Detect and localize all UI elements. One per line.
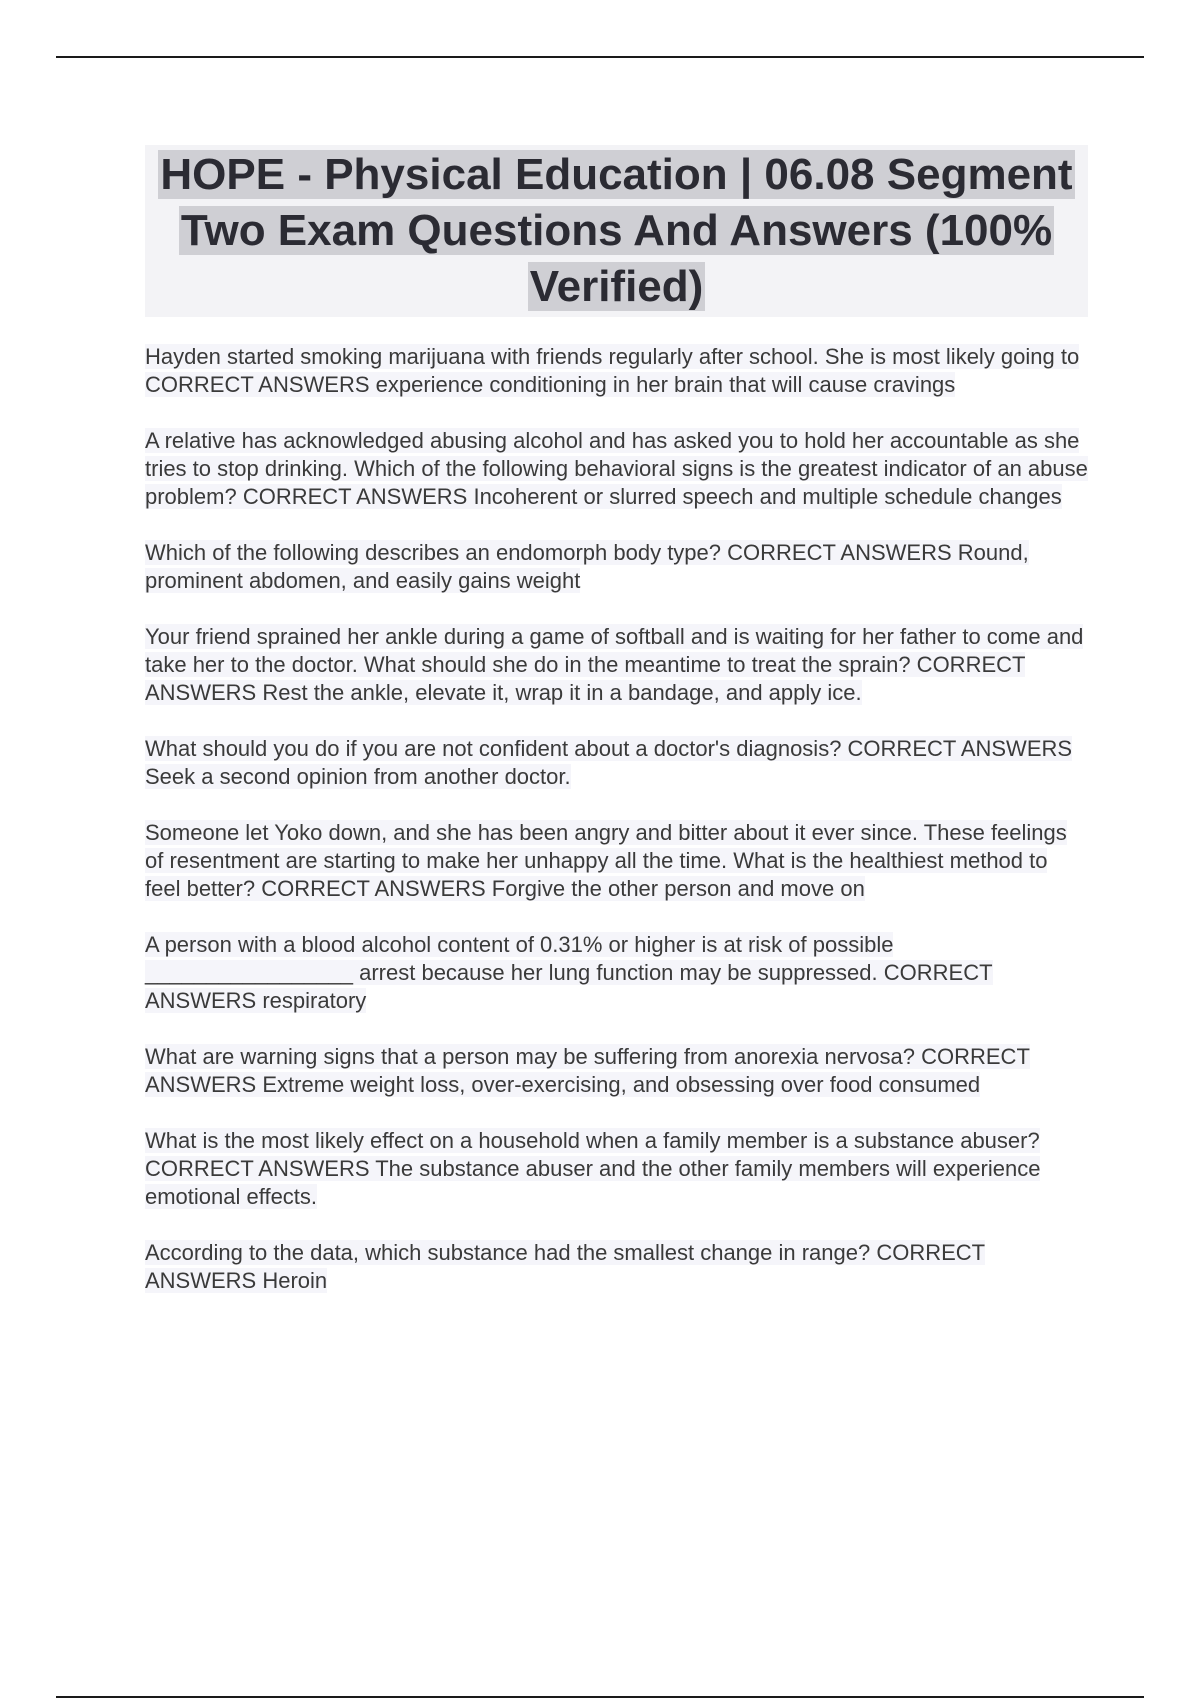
document-title-text: HOPE - Physical Education | 06.08 Segment Two Exam Questions And Answers (100% Verified) <box>160 150 1073 311</box>
qa-item <box>145 1043 1088 1099</box>
qa-text: Hayden started smoking marijuana with friends regularly after school. She is most likely going to CORRECT ANSWERS experience conditioning in her brain that will cause cravings <box>145 344 1080 397</box>
qa-text: According to the data, which substance had the smallest change in range? CORRECT ANSWERS Heroin <box>145 1240 986 1293</box>
qa-item <box>145 819 1088 903</box>
qa-item <box>145 1127 1088 1211</box>
qa-text: What is the most likely effect on a household when a family member is a substance abuser? CORRECT ANSWERS The substance abuser and the other family members will experience emotional effects. <box>145 1128 1041 1209</box>
bottom-rule <box>56 1696 1144 1698</box>
top-rule <box>56 56 1144 58</box>
qa-item <box>145 427 1088 511</box>
qa-text: A relative has acknowledged abusing alcohol and has asked you to hold her accountable as she tries to stop drinking. Which of the following behavioral signs is the greatest indicator of an abuse problem? CORRECT ANSWERS Incoherent or slurred speech and multiple schedule changes <box>145 428 1088 509</box>
qa-text: Your friend sprained her ankle during a game of softball and is waiting for her father to come and take her to the doctor. What should she do in the meantime to treat the sprain? CORRECT ANSWERS Rest the ankle, elevate it, wrap it in a bandage, and apply ice. <box>145 624 1084 705</box>
title-box <box>145 145 1088 317</box>
qa-text: Someone let Yoko down, and she has been angry and bitter about it ever since. These feelings of resentment are starting to make her unhappy all the time. What is the healthiest method to feel better? CORRECT ANSWERS Forgive the other person and move on <box>145 820 1067 901</box>
qa-text: What are warning signs that a person may be suffering from anorexia nervosa? CORRECT ANSWERS Extreme weight loss, over-exercising, and obsessing over food consumed <box>145 1044 1030 1097</box>
qa-text: A person with a blood alcohol content of 0.31% or higher is at risk of possible _________________ arrest because her lung function may be suppressed. CORRECT ANSWERS respiratory <box>145 932 993 1013</box>
qa-item <box>145 623 1088 707</box>
qa-item <box>145 539 1088 595</box>
qa-item <box>145 931 1088 1015</box>
qa-item <box>145 343 1088 399</box>
document-body <box>145 145 1088 1323</box>
qa-list <box>145 343 1088 1295</box>
qa-text: Which of the following describes an endomorph body type? CORRECT ANSWERS Round, prominent abdomen, and easily gains weight <box>145 540 1029 593</box>
qa-item <box>145 1239 1088 1295</box>
document-title <box>145 147 1088 315</box>
qa-item <box>145 735 1088 791</box>
qa-text: What should you do if you are not confident about a doctor's diagnosis? CORRECT ANSWERS Seek a second opinion from another doctor. <box>145 736 1073 789</box>
